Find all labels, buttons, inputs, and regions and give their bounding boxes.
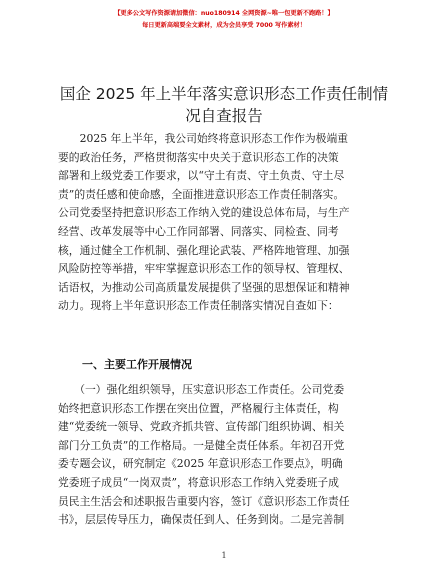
text-line: 建“党委统一领导、党政齐抓共管、宣传部门组织协调、相关 xyxy=(58,420,345,434)
text-line: 部署和上级党委工作要求，以“守土有责、守土负责、守土尽 xyxy=(58,169,345,183)
document-title-line-2: 况自查报告 xyxy=(185,107,263,125)
text-line: 党委班子成员“一岗双责”，将意识形态工作纳入党委班子成 xyxy=(58,475,339,489)
intro-paragraph xyxy=(58,130,390,316)
text-line: 公司党委坚持把意识形态工作纳入党的建设总体布局，与生产 xyxy=(58,206,350,220)
text-line: 部门分工负责”的工作格局。一是健全责任体系。年初召开党 xyxy=(58,438,345,452)
promo-banner-line-1: 【更多公文写作资源请加微信：nuo180914 全网资源~唯一包更新不跑路！】 xyxy=(114,10,334,17)
text-line: （一）强化组织领导，压实意识形态工作责任。公司党委 xyxy=(58,383,345,396)
text-line: 风险防控等举措，牢牢掌握意识形态工作的领导权、管理权、 xyxy=(58,262,350,276)
text-line: 始终把意识形态工作摆在突出位置，严格履行主体责任，构 xyxy=(58,401,339,415)
page-number: 1 xyxy=(221,551,227,560)
document-title-line-1: 国企 2025 年上半年落实意识形态工作责任制情 xyxy=(59,85,389,103)
section-heading: 一、主要工作开展情况 xyxy=(82,358,192,371)
section-paragraph xyxy=(58,381,390,530)
text-line: 员民主生活会和述职报告重要内容，签订《意识形态工作责任 xyxy=(58,494,350,508)
promo-banner-line-2: 每日更新高端要全文素材，成为会员享受 7000 写作素材！ xyxy=(142,22,306,29)
document-title xyxy=(40,83,408,127)
text-line: 2025 年上半年，我公司始终将意识形态工作作为极端重 xyxy=(58,132,349,145)
text-line: 话语权，为推动公司高质量发展提供了坚强的思想保证和精神 xyxy=(58,280,350,294)
text-line: 书》，层层传导压力，确保责任到人、任务到岗。二是完善制 xyxy=(58,513,345,527)
text-line: 责”的责任感和使命感，全面推进意识形态工作责任制落实。 xyxy=(58,187,345,201)
text-line: 动力。现将上半年意识形态工作责任制落实情况自查如下： xyxy=(58,299,339,313)
promo-banner xyxy=(74,8,374,32)
text-line: 核，通过健全工作机制、强化理论武装、严格阵地管理、加强 xyxy=(58,243,350,257)
text-line: 经营、改革发展等中心工作同部署、同落实、同检查、同考 xyxy=(58,224,339,238)
text-line: 要的政治任务，严格贯彻落实中央关于意识形态工作的决策 xyxy=(58,150,339,164)
text-line: 委专题会议，研究制定《2025 年意识形态工作要点》，明确 xyxy=(58,457,343,471)
